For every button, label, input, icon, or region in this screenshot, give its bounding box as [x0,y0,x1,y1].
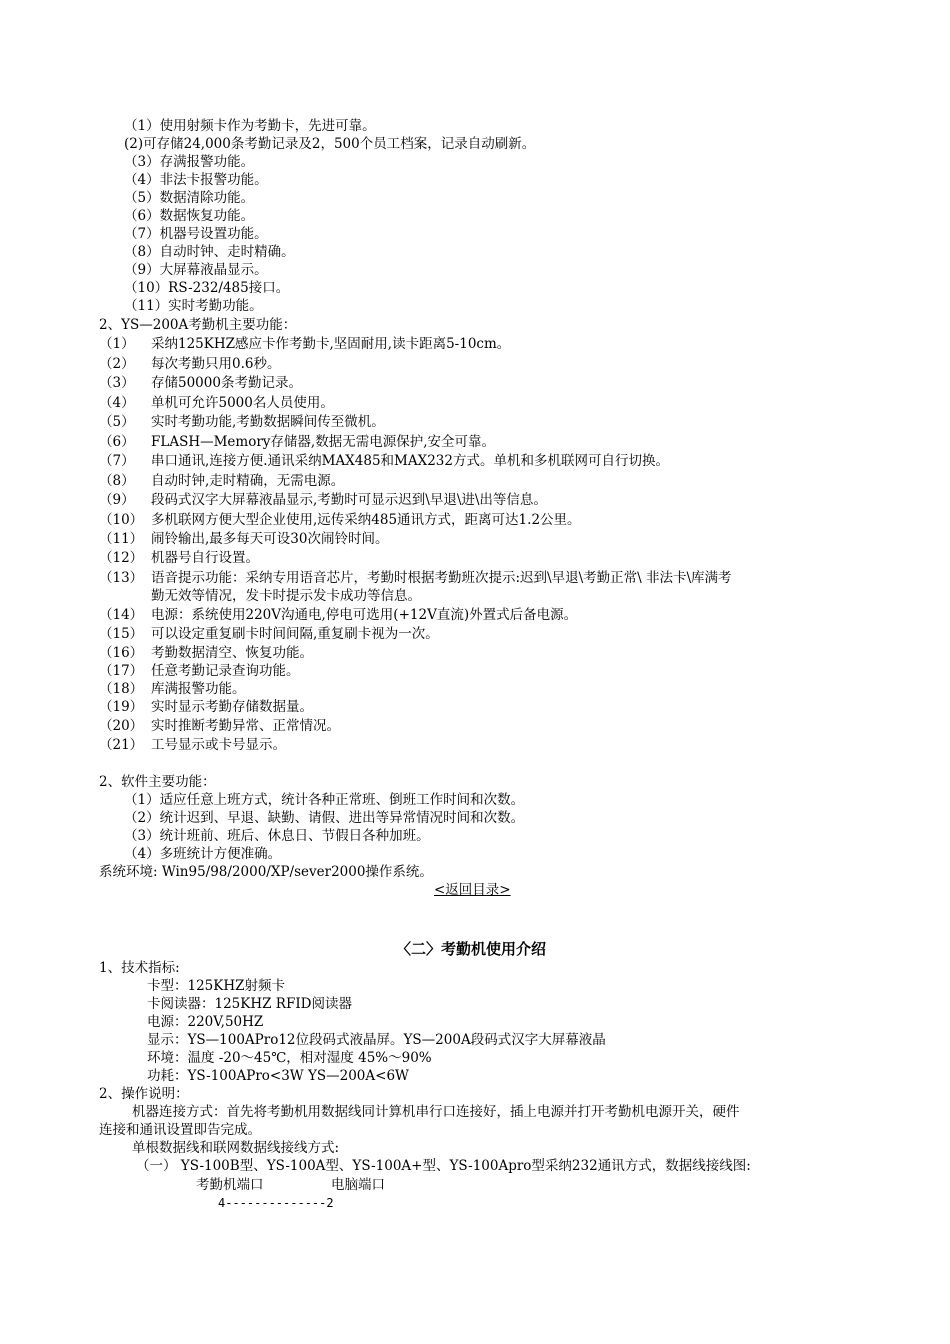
item-text: 工号显示或卡号显示。 [151,737,286,753]
item-number: （19） [99,699,144,715]
item-text: 考勤数据清空、恢复功能。 [151,645,313,661]
item-number: （6） [99,434,135,450]
list-item [99,606,577,624]
list-item: （1）使用射频卡作为考勤卡，先进可靠。 [124,118,376,134]
item-text: FLASH—Memory存储器,数据无需电源保护,安全可靠。 [151,434,496,450]
item-text: 实时显示考勤存储数据量。 [151,699,313,715]
list-item: （6）数据恢复功能。 [124,208,255,224]
item-text: 闹铃输出,最多每天可设30次闹铃时间。 [151,531,389,547]
operation-paragraph: 机器连接方式：首先将考勤机用数据线同计算机串行口连接好，插上电源并打开考勤机电源开关，硬件 [132,1104,740,1120]
item-text: 段码式汉字大屏幕液晶显示,考勤时可显示迟到\早退\进\出等信息。 [151,492,547,508]
list-item: （7）机器号设置功能。 [124,226,268,242]
item-number: （20） [99,718,144,734]
item-number: （16） [99,645,144,661]
list-item [99,472,344,490]
item-number: （10） [99,512,144,528]
list-item [99,736,286,754]
item-text: 每次考勤只用0.6秒。 [151,356,281,372]
operation-paragraph-cont: 连接和通讯设置即告完成。 [99,1122,261,1138]
item-text: 自动时钟,走时精确，无需电源。 [151,473,345,489]
item-number: （18） [99,681,144,697]
list-item [99,698,313,716]
list-item: （11）实时考勤功能。 [124,298,263,314]
list-item [99,530,388,548]
spec-item: 显示：YS—100APro12位段码式液晶屏。YS—200A段码式汉字大屏幕液晶 [147,1032,606,1048]
item-text: 存储50000条考勤记录。 [151,375,302,391]
software-heading: 2、软件主要功能： [99,774,216,790]
list-item: （5）数据清除功能。 [124,190,255,206]
spec-item: 卡阅读器：125KHZ RFID阅读器 [147,996,352,1012]
list-item [99,625,439,643]
wire-diagram-line: 4--------------2 [218,1196,334,1210]
item-text: 实时考勤功能,考勤数据瞬间传至微机。 [151,414,385,430]
list-item: （4）非法卡报警功能。 [124,172,268,188]
list-item [99,452,669,470]
list-item [99,662,300,680]
item-number: （11） [99,531,144,547]
item-text: 机器号自行设置。 [151,550,259,566]
item-number: （13） [99,570,144,586]
list-item: （4）多班统计方便准确。 [124,846,282,862]
item-number: （7） [99,453,135,469]
list-item: （8）自动时钟、走时精确。 [124,244,295,260]
list-item [99,394,334,412]
item-text: 实时推断考勤异常、正常情况。 [151,718,340,734]
list-item [99,644,313,662]
port-label-pc: 电脑端口 [331,1177,385,1193]
list-item [99,549,259,567]
list-item [99,717,340,735]
spec-item: 卡型：125KHZ射频卡 [147,978,286,994]
wiring-heading: 单根数据线和联网数据线接线方式: [132,1140,340,1156]
list-item: (2)可存储24,000条考勤记录及2，500个员工档案，记录自动刷新。 [124,136,536,152]
list-item: （10）RS-232/485接口。 [124,280,290,296]
section-title: 〈二〉考勤机使用介绍 [396,940,547,958]
list-item: （9）大屏幕液晶显示。 [124,262,268,278]
list-item [99,491,547,509]
list-item: （1）适应任意上班方式，统计各种正常班、倒班工作时间和次数。 [124,792,525,808]
list-item [99,355,280,373]
list-item [99,335,510,353]
operation-heading: 2、操作说明： [99,1086,189,1102]
list-item [99,569,732,587]
item-number: （9） [99,492,135,508]
item-number: （8） [99,473,135,489]
item-number: （12） [99,550,144,566]
item-text: 多机联网方便大型企业使用,远传采纳485通讯方式，距离可达1.2公里。 [151,512,581,528]
system-environment: 系统环境: Win95/98/2000/XP/sever2000操作系统。 [99,864,433,880]
item-text: 语音提示功能：采纳专用语音芯片，考勤时根据考勤班次提示:迟到\早退\考勤正常\ 非法卡\库满考 [151,570,732,586]
wiring-subsection: （一） YS-100B型、YS-100A型、YS-100A+型、YS-100Apro型采纳232通讯方式，数据线接线图: [136,1158,751,1174]
item-text: 勤无效等情况，发卡时提示发卡成功等信息。 [151,588,421,604]
item-number: （17） [99,663,144,679]
list-item [99,511,581,529]
tech-heading: 1、技术指标: [99,960,180,976]
item-number: （4） [99,395,135,411]
item-text: 电源：系统使用220V沟通电,停电可选用(+12V直流)外置式后备电源。 [151,607,578,623]
spec-item: 环境：温度 -20～45℃，相对湿度 45%～90% [147,1050,432,1066]
list-item: （3）存满报警功能。 [124,154,255,170]
item-text: 单机可允许5000名人员使用。 [151,395,334,411]
spec-item: 功耗：YS-100APro<3W YS—200A<6W [147,1068,409,1084]
list-item [99,587,421,605]
item-number: （2） [99,356,135,372]
section-heading: 2、YS—200A考勤机主要功能： [99,317,297,333]
item-number: （14） [99,607,144,623]
spec-item: 电源：220V,50HZ [147,1014,264,1030]
list-item [99,374,302,392]
item-number: （1） [99,336,135,352]
back-to-contents-link[interactable]: <返回目录> [434,882,511,898]
item-number: （5） [99,414,135,430]
item-text: 串口通讯,连接方便.通讯采纳MAX485和MAX232方式。单机和多机联网可自行切换。 [151,453,669,469]
item-number: （21） [99,737,144,753]
list-item: （2）统计迟到、早退、缺勤、请假、进出等异常情况时间和次数。 [124,810,525,826]
port-label-machine: 考勤机端口 [196,1177,264,1193]
list-item [99,433,495,451]
item-number: （3） [99,375,135,391]
item-text: 库满报警功能。 [151,681,246,697]
item-text: 可以设定重复刷卡时间间隔,重复刷卡视为一次。 [151,626,439,642]
item-text: 任意考勤记录查询功能。 [151,663,300,679]
item-number: （15） [99,626,144,642]
list-item [99,680,246,698]
list-item: （3）统计班前、班后、休息日、节假日各种加班。 [124,828,430,844]
list-item [99,413,385,431]
item-text: 采纳125KHZ感应卡作考勤卡,坚固耐用,读卡距离5-10cm。 [151,336,511,352]
